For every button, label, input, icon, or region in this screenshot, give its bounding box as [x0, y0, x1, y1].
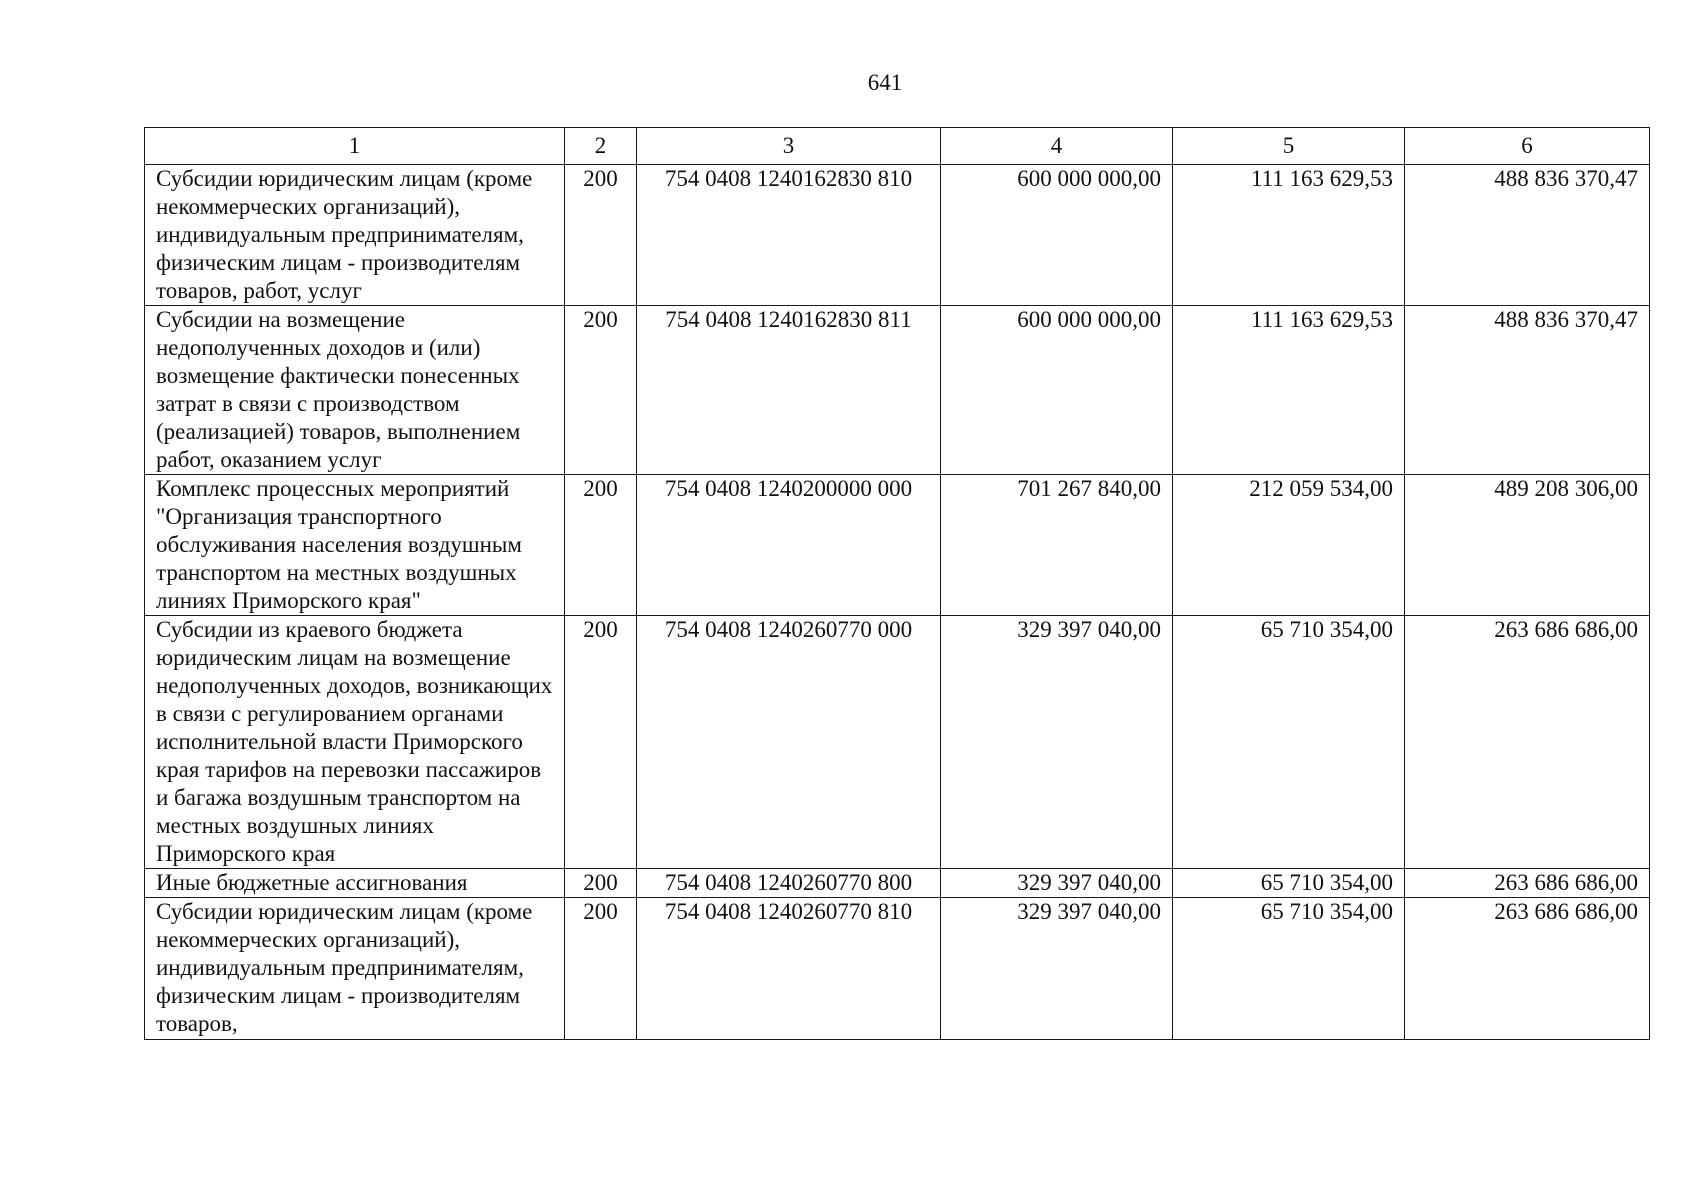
row-col6: 263 686 686,00: [1405, 898, 1650, 1040]
header-cell: 3: [637, 128, 941, 165]
header-cell: 1: [145, 128, 565, 165]
row-name: Субсидии из краевого бюджета юридическим лицам на возмещение недополученных доходов, возникающих в связи с регулированием органами исполнительной власти Приморского края тарифов на перевозки пассажиров и багажа воздушным транспортом на местных воздушных линиях Приморского края: [145, 616, 565, 869]
row-col6: 263 686 686,00: [1405, 869, 1650, 898]
row-col6: 488 836 370,47: [1405, 165, 1650, 306]
row-name: Иные бюджетные ассигнования: [145, 869, 565, 898]
row-kbk: 754 0408 1240162830 810: [637, 165, 941, 306]
row-kbk: 754 0408 1240260770 810: [637, 898, 941, 1040]
row-kbk: 754 0408 1240260770 000: [637, 616, 941, 869]
table-row: [145, 616, 1650, 869]
row-col5: 111 163 629,53: [1173, 165, 1405, 306]
row-code: 200: [565, 306, 637, 475]
row-col5: 111 163 629,53: [1173, 306, 1405, 475]
row-col5: 65 710 354,00: [1173, 616, 1405, 869]
header-row: [145, 128, 1650, 165]
row-col6: 263 686 686,00: [1405, 616, 1650, 869]
row-col4: 329 397 040,00: [941, 898, 1173, 1040]
row-kbk: 754 0408 1240162830 811: [637, 306, 941, 475]
page-number: 641: [867, 70, 903, 95]
row-col5: 65 710 354,00: [1173, 869, 1405, 898]
table-row: [145, 898, 1650, 1040]
row-code: 200: [565, 869, 637, 898]
row-code: 200: [565, 616, 637, 869]
table-row: [145, 165, 1650, 306]
row-col4: 600 000 000,00: [941, 165, 1173, 306]
budget-table: [144, 127, 1650, 1040]
row-col4: 600 000 000,00: [941, 306, 1173, 475]
table-row: [145, 306, 1650, 475]
table-row: [145, 475, 1650, 616]
row-col5: 212 059 534,00: [1173, 475, 1405, 616]
row-col4: 701 267 840,00: [941, 475, 1173, 616]
row-col5: 65 710 354,00: [1173, 898, 1405, 1040]
row-code: 200: [565, 165, 637, 306]
row-name: Субсидии юридическим лицам (кроме некоммерческих организаций), индивидуальным предпринимателям, физическим лицам - производителям товаров, работ, услуг: [145, 165, 565, 306]
row-name: Субсидии юридическим лицам (кроме некоммерческих организаций), индивидуальным предпринимателям, физическим лицам - производителям товаров,: [145, 898, 565, 1040]
row-col6: 488 836 370,47: [1405, 306, 1650, 475]
row-col4: 329 397 040,00: [941, 869, 1173, 898]
row-code: 200: [565, 898, 637, 1040]
header-cell: 2: [565, 128, 637, 165]
row-kbk: 754 0408 1240200000 000: [637, 475, 941, 616]
header-cell: 6: [1405, 128, 1650, 165]
row-kbk: 754 0408 1240260770 800: [637, 869, 941, 898]
row-col6: 489 208 306,00: [1405, 475, 1650, 616]
header-cell: 5: [1173, 128, 1405, 165]
table-row: [145, 869, 1650, 898]
row-name: Комплекс процессных мероприятий "Организация транспортного обслуживания населения воздушным транспортом на местных воздушных линиях Приморского края": [145, 475, 565, 616]
header-cell: 4: [941, 128, 1173, 165]
row-col4: 329 397 040,00: [941, 616, 1173, 869]
row-name: Субсидии на возмещение недополученных доходов и (или) возмещение фактически понесенных затрат в связи с производством (реализацией) товаров, выполнением работ, оказанием услуг: [145, 306, 565, 475]
row-code: 200: [565, 475, 637, 616]
